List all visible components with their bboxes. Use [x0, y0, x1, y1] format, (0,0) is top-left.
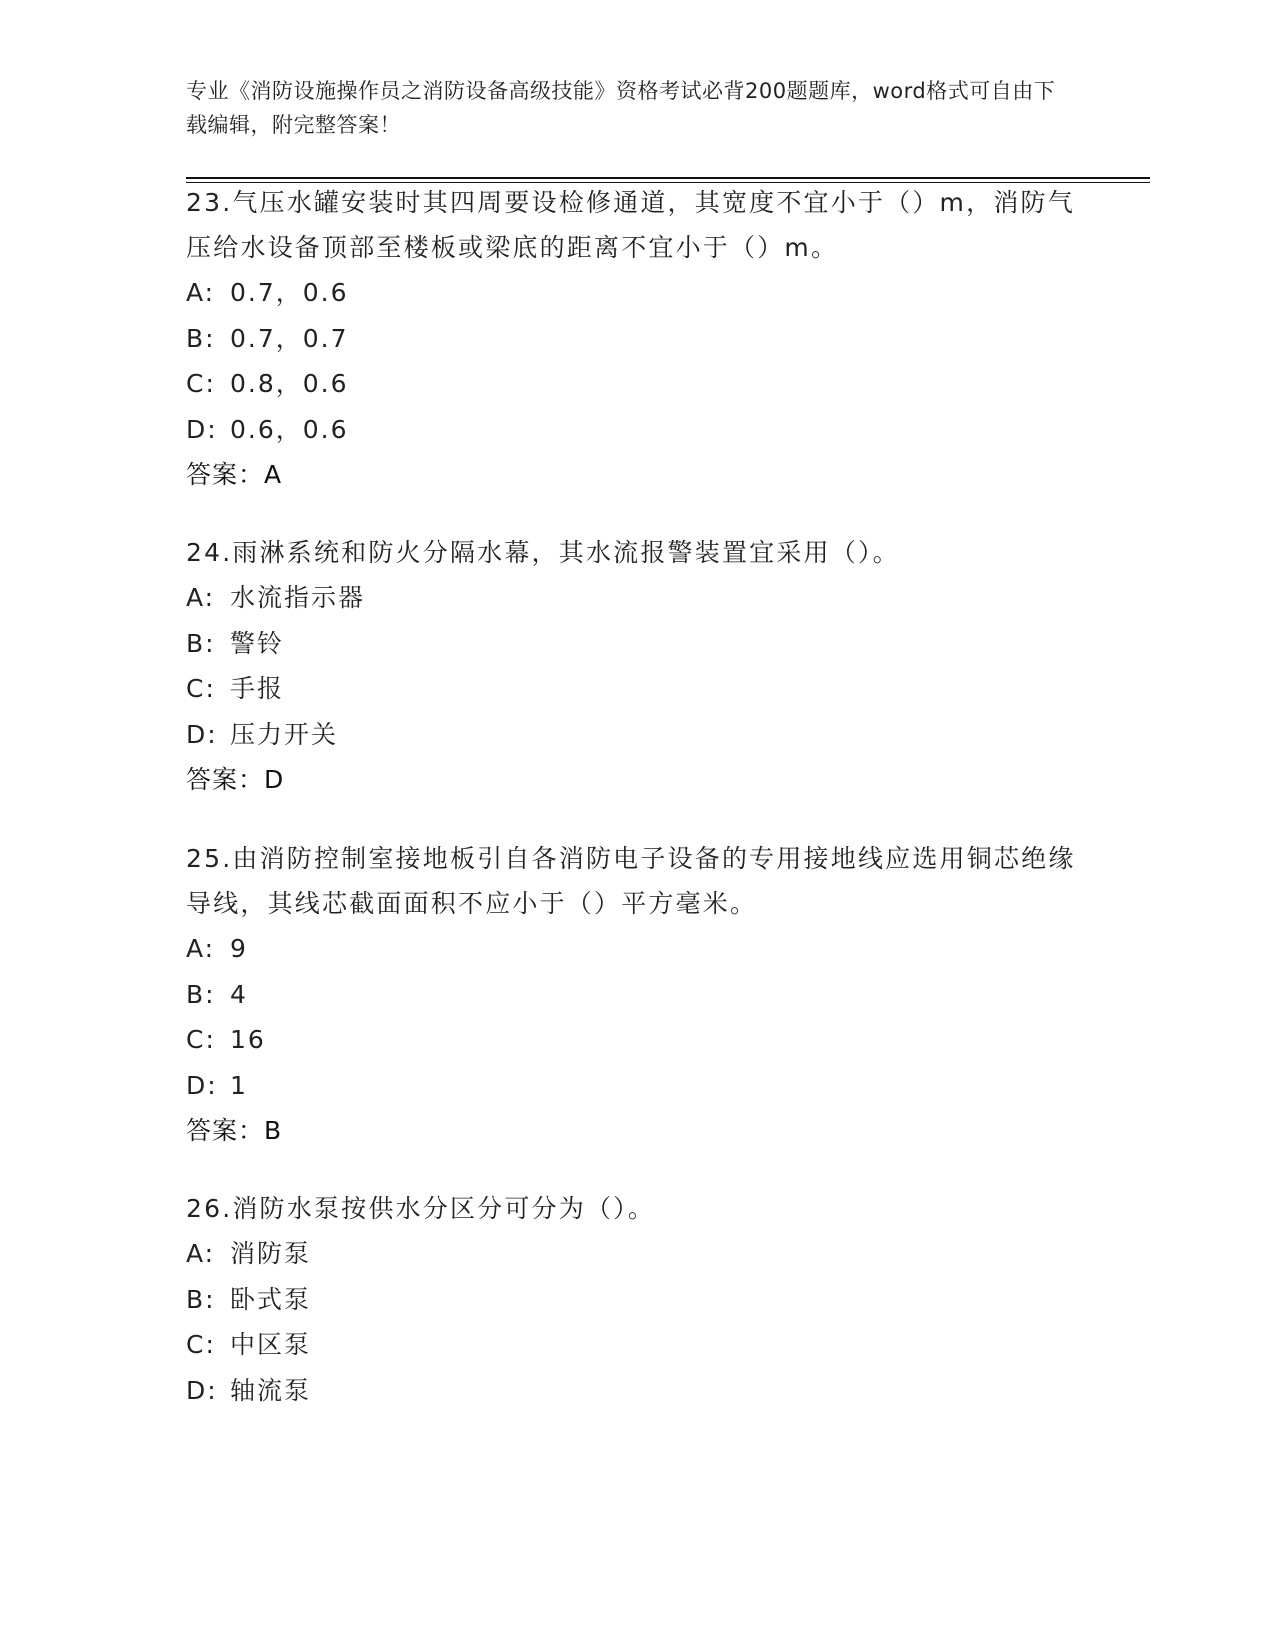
option-text: 0.7，0.6	[230, 278, 349, 307]
option-text: 手报	[230, 674, 285, 703]
option-c	[186, 361, 1086, 407]
option-key: A:	[186, 583, 216, 612]
option-text: 压力开关	[230, 719, 339, 749]
option-text: 轴流泵	[230, 1375, 312, 1405]
option-c	[186, 1322, 1086, 1368]
option-text: 1	[230, 1070, 248, 1100]
option-key: D:	[186, 1070, 218, 1100]
option-text: 0.6，0.6	[230, 414, 349, 444]
option-b	[186, 621, 1086, 667]
option-text: 0.8，0.6	[230, 369, 349, 398]
question-block-24	[186, 530, 1086, 802]
option-key: B:	[186, 979, 216, 1009]
option-text: 中区泵	[230, 1330, 312, 1359]
question-block-25	[186, 836, 1086, 1153]
option-text: 4	[230, 979, 248, 1009]
option-d	[186, 407, 1086, 453]
option-key: A:	[186, 934, 216, 963]
option-text: 卧式泵	[230, 1284, 312, 1314]
option-key: A:	[186, 1239, 216, 1268]
answer-line: 答案：B	[186, 1116, 283, 1145]
question-stem: 23.气压水罐安装时其四周要设检修通道，其宽度不宜小于（）m，消防气压给水设备顶部至楼板或梁底的距离不宜小于（）m。	[186, 188, 1075, 262]
option-text: 水流指示器	[230, 583, 366, 612]
option-d	[186, 712, 1086, 758]
question-stem: 26.消防水泵按供水分区分可分为（）。	[186, 1194, 656, 1223]
answer-line: 答案：D	[186, 765, 285, 794]
option-text: 警铃	[230, 628, 285, 658]
option-key: B:	[186, 1284, 216, 1314]
option-c	[186, 1017, 1086, 1063]
option-key: B:	[186, 628, 216, 658]
option-b	[186, 316, 1086, 362]
question-stem: 25.由消防控制室接地板引自各消防电子设备的专用接地线应选用铜芯绝缘导线，其线芯截面面积不应小于（）平方毫米。	[186, 844, 1076, 918]
option-d	[186, 1368, 1086, 1414]
option-a	[186, 926, 1086, 972]
option-key: C:	[186, 674, 216, 703]
document-header: 专业《消防设施操作员之消防设备高级技能》资格考试必背200题题库，word格式可自由下载编辑，附完整答案！	[186, 79, 1056, 137]
option-a	[186, 1231, 1086, 1277]
option-key: D:	[186, 414, 218, 444]
option-text: 消防泵	[230, 1239, 312, 1268]
option-text: 9	[230, 934, 248, 963]
option-key: C:	[186, 1330, 216, 1359]
option-c	[186, 666, 1086, 712]
option-key: C:	[186, 1025, 216, 1054]
option-b	[186, 972, 1086, 1018]
option-key: D:	[186, 719, 218, 749]
option-key: C:	[186, 369, 216, 398]
option-text: 16	[230, 1025, 266, 1054]
option-b	[186, 1277, 1086, 1323]
option-a	[186, 270, 1086, 316]
option-text: 0.7，0.7	[230, 323, 349, 353]
option-key: A:	[186, 278, 216, 307]
header-divider-thick	[186, 177, 1150, 179]
question-block-26	[186, 1186, 1086, 1413]
answer-line: 答案：A	[186, 460, 283, 489]
question-block-23	[186, 180, 1086, 497]
option-key: B:	[186, 323, 216, 353]
question-stem: 24.雨淋系统和防火分隔水幕，其水流报警装置宜采用（）。	[186, 538, 900, 567]
option-d	[186, 1063, 1086, 1109]
option-key: D:	[186, 1375, 218, 1405]
option-a	[186, 575, 1086, 621]
